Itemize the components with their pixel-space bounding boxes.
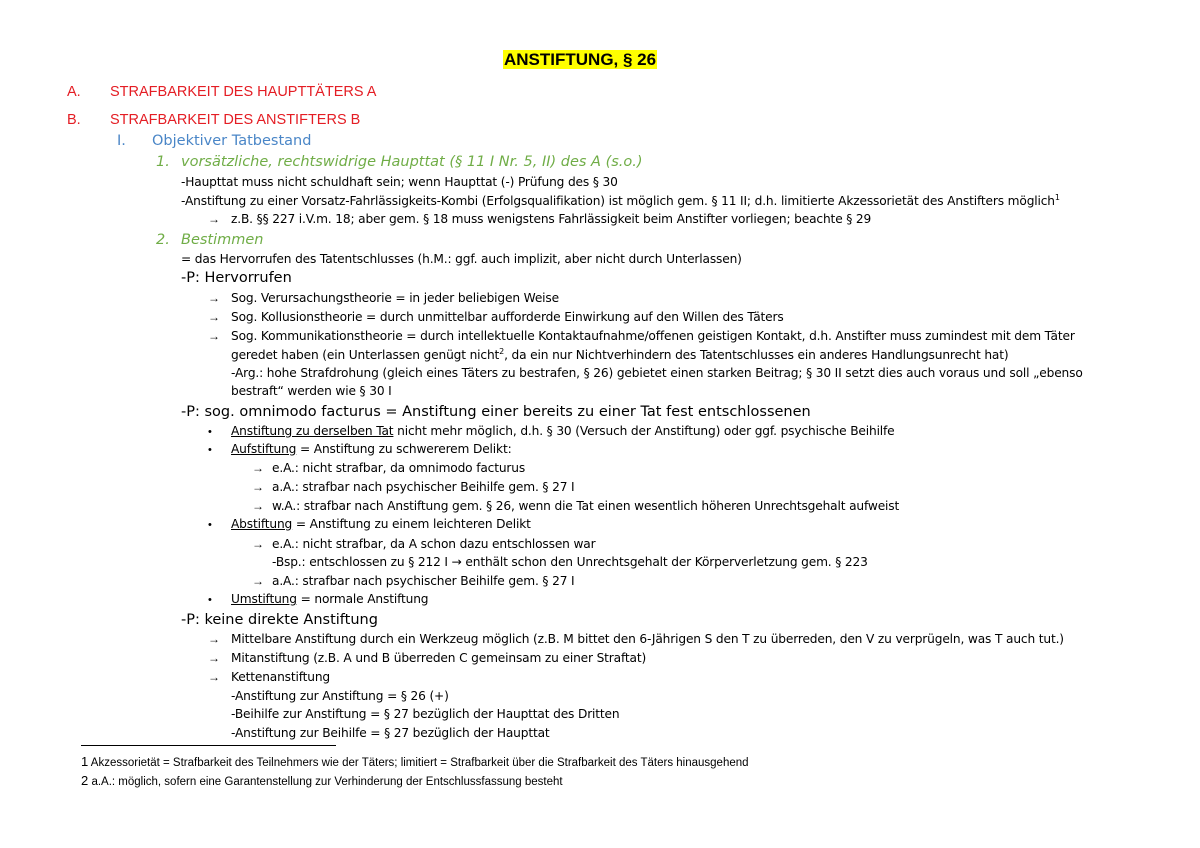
point-1-line-2 — [181, 194, 1060, 207]
section-a-heading: STRAFBARKEIT DES HAUPTTÄTERS A — [110, 84, 377, 100]
kettenanstiftung: Kettenanstiftung — [231, 670, 331, 684]
abstiftung-text: = Anstiftung zu einem leichteren Delikt — [292, 517, 531, 531]
term-umstiftung: Umstiftung — [231, 592, 297, 606]
umstiftung-text: = normale Anstiftung — [296, 592, 429, 606]
footnote-separator — [81, 745, 336, 746]
term-aufstiftung: Aufstiftung — [231, 442, 297, 456]
kettenanstiftung-1: -Anstiftung zur Anstiftung = § 26 (+) — [231, 689, 449, 703]
section-b-heading: STRAFBARKEIT DES ANSTIFTERS B — [110, 112, 361, 128]
point-1-heading: vorsätzliche, rechtswidrige Haupttat (§ 11 I Nr. 5, II) des A (s.o.) — [181, 154, 643, 170]
point-1-number: 1. — [156, 154, 170, 170]
aufstiftung-text: = Anstiftung zu schwererem Delikt: — [296, 442, 512, 456]
abstiftung-ea: e.A.: nicht strafbar, da A schon dazu entschlossen war — [272, 537, 596, 551]
footnote-1 — [81, 755, 749, 770]
arrow-icon: → — [252, 537, 264, 551]
footnote-2-number: 2 — [81, 773, 89, 788]
problem-omnimodo-facturus: -P: sog. omnimodo facturus = Anstiftung einer bereits zu einer Tat fest entschlossenen — [181, 404, 811, 420]
bullet-icon: • — [208, 444, 212, 456]
footnote-1-text: Akzessorietät = Strafbarkeit des Teilnehmers wie der Täters; limitiert = Strafbarkeit über die Strafbarkeit des Täters hinausgehend — [90, 757, 749, 769]
arrow-icon: → — [208, 212, 220, 226]
footnote-2 — [81, 774, 563, 789]
argument-line-1: -Arg.: hohe Strafdrohung (gleich eines Täters zu bestrafen, § 26) gebietet einen starken Beitrag; § 30 II setzt dies auch voraus und soll „ebenso — [231, 366, 1083, 380]
point-1-line-3: z.B. §§ 227 i.V.m. 18; aber gem. § 18 muss wenigstens Fahrlässigkeit beim Anstifter vorliegen; beachte § 29 — [231, 212, 872, 226]
point-2-heading: Bestimmen — [181, 232, 264, 248]
abstiftung-beispiel-a: -Bsp.: entschlossen zu § 212 I — [272, 555, 448, 569]
theory-kommunikation-line-2 — [231, 348, 1008, 361]
page-title: ANSTIFTUNG, § 26 — [504, 50, 657, 69]
arrow-icon: → — [208, 651, 220, 665]
section-i-letter: I. — [117, 133, 126, 149]
arrow-icon: → — [252, 499, 264, 513]
section-b-letter: B. — [67, 112, 81, 128]
arrow-icon: → — [252, 461, 264, 475]
anstiftung-derselben-tat — [231, 425, 895, 437]
abstiftung-beispiel-b: enthält schon den Unrechtsgehalt der Körperverletzung gem. § 223 — [461, 555, 868, 569]
abstiftung-aa: a.A.: strafbar nach psychischer Beihilfe gem. § 27 I — [272, 574, 575, 588]
arrow-icon: → — [208, 670, 220, 684]
mitanstiftung: Mitanstiftung (z.B. A und B überreden C gemeinsam zu einer Straftat) — [231, 651, 647, 665]
aufstiftung — [231, 443, 512, 455]
term-abstiftung: Abstiftung — [231, 517, 293, 531]
bullet-icon: • — [208, 426, 212, 438]
footnote-ref-1: 1 — [1054, 193, 1060, 202]
abstiftung-beispiel — [272, 556, 868, 568]
section-i-heading: Objektiver Tatbestand — [152, 133, 312, 149]
bullet-icon: • — [208, 594, 212, 606]
arrow-icon: → — [208, 291, 220, 305]
point-1-line-1: -Haupttat muss nicht schuldhaft sein; wenn Haupttat (-) Prüfung des § 30 — [181, 175, 618, 189]
argument-line-2: bestraft“ werden wie § 30 I — [231, 384, 392, 398]
theory-kommunikation-line-2-a: geredet haben (ein Unterlassen genügt nicht — [231, 348, 500, 363]
footnote-1-number: 1 — [81, 754, 89, 769]
theory-verursachung: Sog. Verursachungstheorie = in jeder beliebigen Weise — [231, 291, 559, 305]
theory-kommunikation-line-1: Sog. Kommunikationstheorie = durch intellektuelle Kontaktaufnahme/offenen geistigen Kontakt, d.h. Anstifter muss zumindest mit dem Täter — [231, 329, 1075, 343]
aufstiftung-wa: w.A.: strafbar nach Anstiftung gem. § 26, wenn die Tat einen wesentlich höheren Unrechtsgehalt aufweist — [272, 499, 900, 513]
term-derselben-tat: Anstiftung zu derselben Tat — [231, 424, 394, 438]
arrow-icon: → — [252, 574, 264, 588]
umstiftung — [231, 593, 428, 605]
abstiftung — [231, 518, 531, 530]
point-2-number: 2. — [156, 232, 170, 248]
problem-hervorrufen: -P: Hervorrufen — [181, 270, 292, 286]
aufstiftung-aa: a.A.: strafbar nach psychischer Beihilfe gem. § 27 I — [272, 480, 575, 494]
footnote-ref-2: 2 — [499, 347, 505, 356]
point-1-line-2-text: -Anstiftung zu einer Vorsatz-Fahrlässigkeits-Kombi (Erfolgsqualifikation) ist möglich gem. § 11 II; d.h. limitierte Akzessorietät des Anstifters möglich — [181, 194, 1055, 209]
kettenanstiftung-2: -Beihilfe zur Anstiftung = § 27 bezüglich der Haupttat des Dritten — [231, 707, 620, 721]
theory-kollusion: Sog. Kollusionstheorie = durch unmittelbar aufforderde Einwirkung auf den Willen des Täters — [231, 310, 784, 324]
point-2-definition: = das Hervorrufen des Tatentschlusses (h.M.: ggf. auch implizit, aber nicht durch Unterlassen) — [181, 252, 742, 266]
kettenanstiftung-3: -Anstiftung zur Beihilfe = § 27 bezüglich der Haupttat — [231, 726, 550, 740]
arrow-icon: → — [208, 310, 220, 324]
arrow-icon: → — [208, 329, 220, 343]
anstiftung-derselben-tat-text: nicht mehr möglich, d.h. § 30 (Versuch der Anstiftung) oder ggf. psychische Beihilfe — [393, 424, 895, 438]
arrow-icon: → — [451, 555, 462, 569]
footnote-2-text: a.A.: möglich, sofern eine Garantenstellung zur Verhinderung der Entschlussfassung besteht — [91, 776, 563, 788]
arrow-icon: → — [208, 632, 220, 646]
bullet-icon: • — [208, 519, 212, 531]
mittelbare-anstiftung: Mittelbare Anstiftung durch ein Werkzeug möglich (z.B. M bittet den 6-Jährigen S den T zu überreden, den V zu verprügeln, was T auch tut.) — [231, 632, 1064, 646]
problem-keine-direkte-anstiftung: -P: keine direkte Anstiftung — [181, 612, 378, 628]
section-a-letter: A. — [67, 84, 81, 100]
theory-kommunikation-line-2-b: , da ein nur Nichtverhindern des Tatentschlusses ein anderes Handlungsunrecht hat) — [504, 348, 1009, 363]
aufstiftung-ea: e.A.: nicht strafbar, da omnimodo facturus — [272, 461, 526, 475]
arrow-icon: → — [252, 480, 264, 494]
